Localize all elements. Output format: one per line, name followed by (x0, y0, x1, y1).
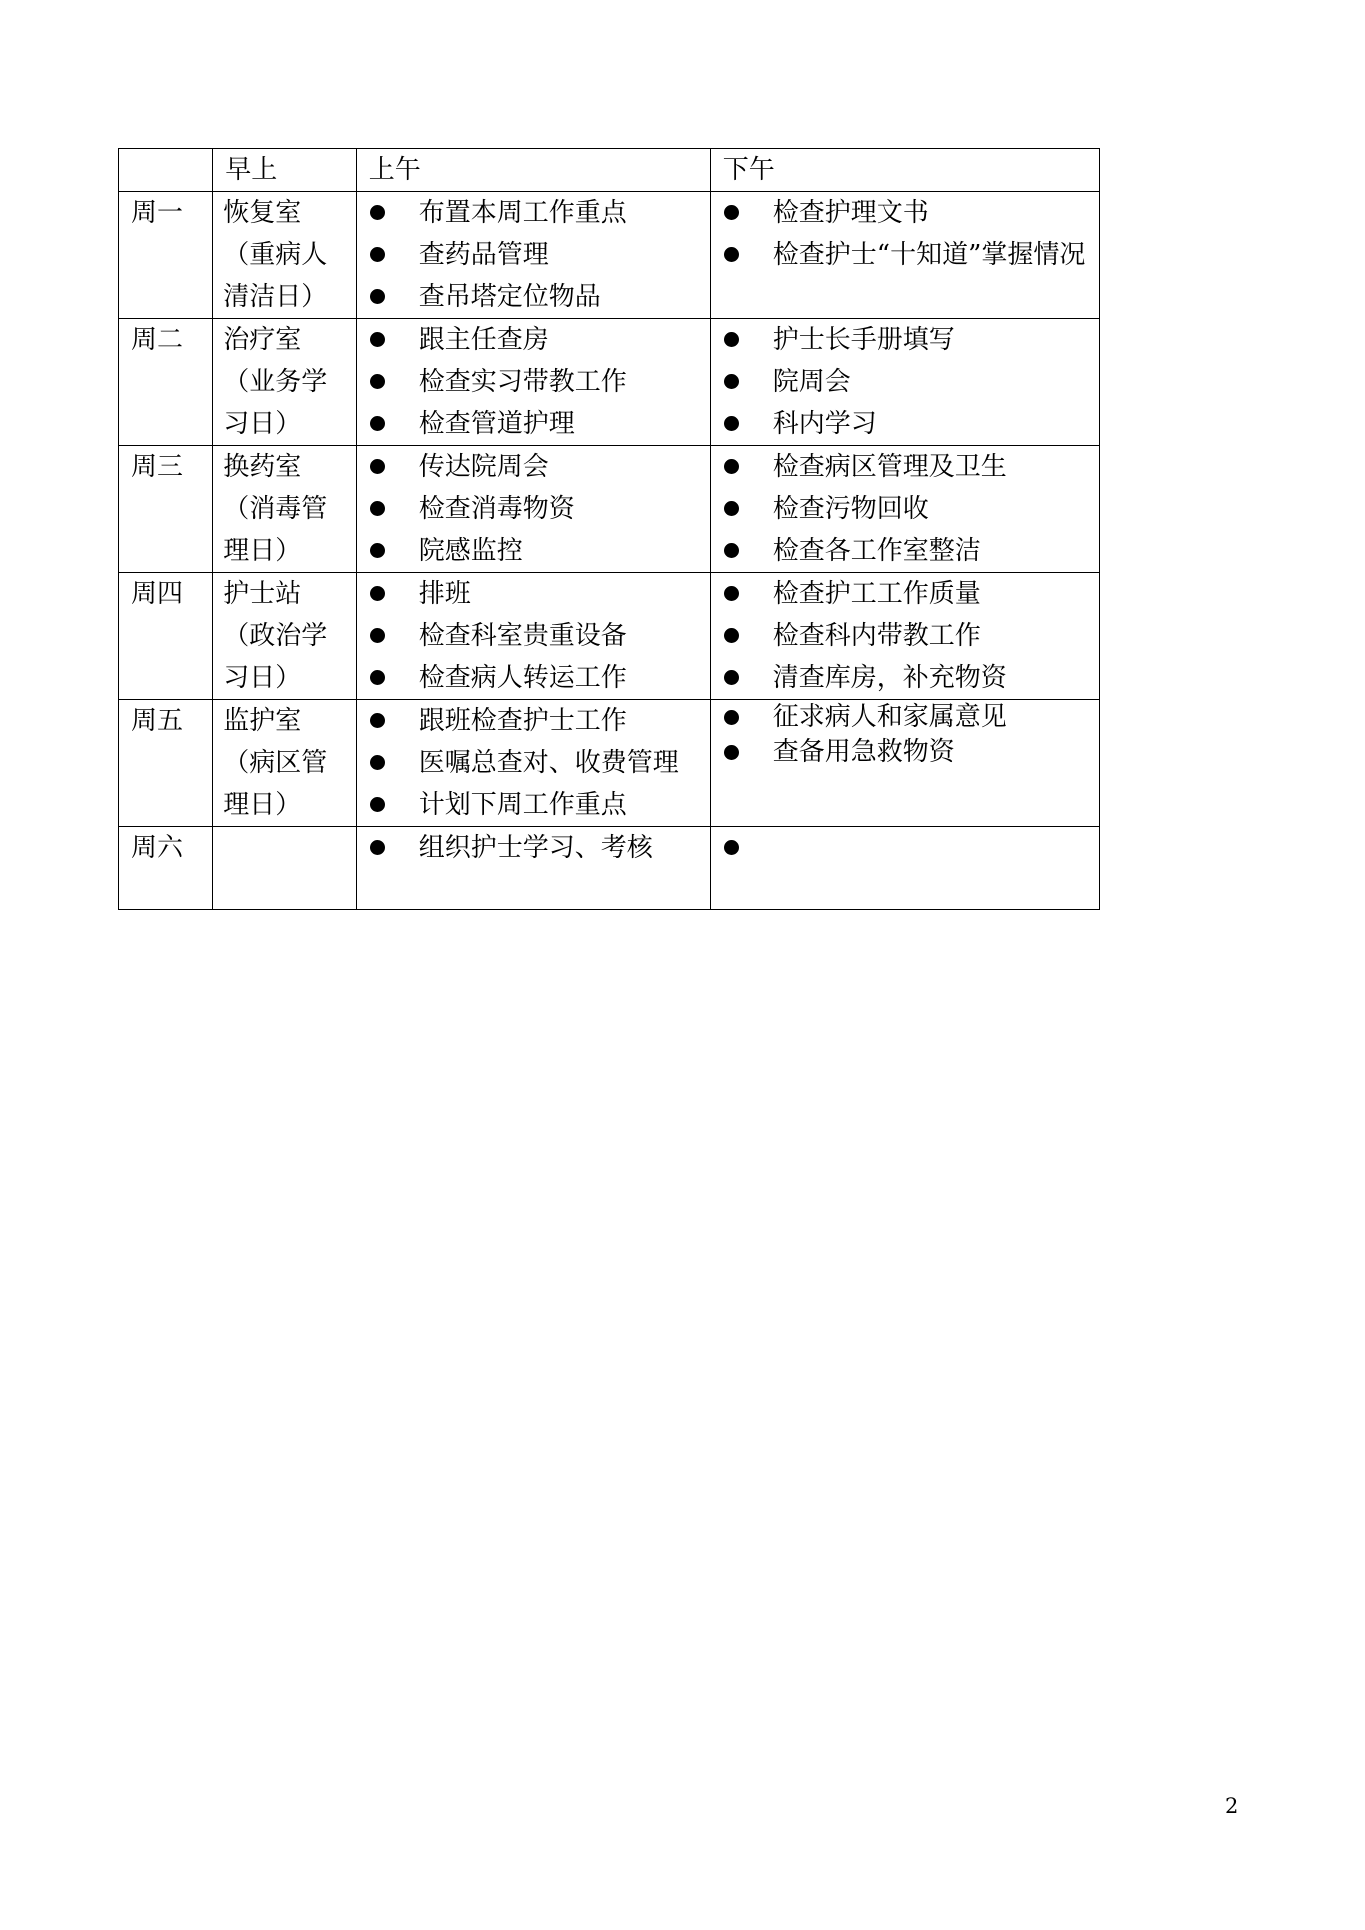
bullet-icon (370, 332, 385, 347)
task-text: 检查各工作室整洁 (772, 536, 981, 566)
bullet-icon (724, 247, 739, 262)
day-cell: 周三 (119, 446, 213, 573)
morning-cell (213, 446, 356, 573)
morning-line: 治疗室 (223, 325, 302, 355)
am-task-list (357, 319, 710, 445)
morning-line: 护士站 (223, 579, 302, 609)
morning-cell (213, 319, 356, 446)
task-text: 征求病人和家属意见 (772, 702, 1007, 732)
bullet-icon (370, 416, 385, 431)
pm-task-list (711, 700, 1099, 770)
bullet-icon (724, 459, 739, 474)
table-row (119, 827, 1100, 910)
am-cell (356, 446, 710, 573)
am-task-list (357, 700, 710, 826)
morning-line: （重病人 (223, 240, 328, 270)
list-item (711, 234, 1099, 276)
list-item (711, 319, 1099, 361)
bullet-icon (370, 543, 385, 558)
task-text: 检查污物回收 (772, 494, 929, 524)
list-item (711, 446, 1099, 488)
bullet-icon (724, 416, 739, 431)
bullet-icon (724, 501, 739, 516)
bullet-icon (724, 374, 739, 389)
bullet-icon (370, 459, 385, 474)
pm-cell (710, 192, 1099, 319)
bullet-icon (724, 670, 739, 685)
bullet-icon (724, 745, 739, 760)
table-row (119, 319, 1100, 446)
day-cell: 周五 (119, 700, 213, 827)
list-item (357, 276, 710, 318)
bullet-icon (370, 670, 385, 685)
list-item (357, 319, 710, 361)
header-cell-morning: 早上 (213, 149, 356, 192)
bullet-icon (370, 501, 385, 516)
morning-line: （病区管 (223, 748, 328, 778)
bullet-icon (370, 755, 385, 770)
task-text: 检查病人转运工作 (418, 663, 627, 693)
task-text: 院周会 (772, 367, 851, 397)
day-cell: 周二 (119, 319, 213, 446)
list-item (357, 615, 710, 657)
task-text: 查药品管理 (418, 240, 549, 270)
list-item (711, 361, 1099, 403)
morning-line: （政治学 (223, 621, 328, 651)
table-row (119, 192, 1100, 319)
bullet-icon (370, 628, 385, 643)
pm-task-list (711, 573, 1099, 699)
morning-line: 换药室 (223, 452, 302, 482)
task-text: 传达院周会 (418, 452, 549, 482)
list-item (711, 657, 1099, 699)
morning-line: 监护室 (223, 706, 302, 736)
task-text: 检查护士“十知道”掌握情况 (772, 240, 1086, 270)
pm-task-list (711, 192, 1099, 276)
morning-line: 恢复室 (223, 198, 302, 228)
task-text: 检查实习带教工作 (418, 367, 627, 397)
pm-task-list (711, 446, 1099, 572)
bullet-icon (370, 840, 385, 855)
morning-cell (213, 573, 356, 700)
task-text: 查备用急救物资 (772, 737, 955, 767)
morning-line: （业务学 (223, 367, 328, 397)
task-text: 清查库房，补充物资 (772, 663, 1007, 693)
task-text: 检查管道护理 (418, 409, 575, 439)
task-text: 院感监控 (418, 536, 523, 566)
task-text: 检查病区管理及卫生 (772, 452, 1007, 482)
morning-cell (213, 827, 356, 910)
table-row (119, 446, 1100, 573)
bullet-icon (370, 586, 385, 601)
task-text: 检查科内带教工作 (772, 621, 981, 651)
morning-cell (213, 700, 356, 827)
task-text: 组织护士学习、考核 (418, 833, 653, 863)
bullet-icon (724, 710, 739, 725)
list-item (711, 700, 1099, 735)
task-text: 跟主任查房 (418, 325, 549, 355)
bullet-icon (724, 586, 739, 601)
list-item (357, 234, 710, 276)
task-text: 科内学习 (772, 409, 877, 439)
morning-line: （消毒管 (223, 494, 328, 524)
bullet-icon (724, 543, 739, 558)
list-item (357, 361, 710, 403)
bullet-icon (370, 374, 385, 389)
header-cell-day (119, 149, 213, 192)
morning-line: 清洁日） (223, 282, 328, 312)
list-item (357, 700, 710, 742)
list-item (357, 192, 710, 234)
morning-cell (213, 192, 356, 319)
day-cell: 周一 (119, 192, 213, 319)
bullet-icon (370, 797, 385, 812)
task-text: 查吊塔定位物品 (418, 282, 601, 312)
task-text: 布置本周工作重点 (418, 198, 627, 228)
pm-cell (710, 573, 1099, 700)
task-text: 检查科室贵重设备 (418, 621, 627, 651)
am-cell (356, 192, 710, 319)
morning-line: 理日） (223, 536, 302, 566)
am-task-list (357, 446, 710, 572)
list-item (357, 573, 710, 615)
morning-line: 理日） (223, 790, 302, 820)
list-item (357, 446, 710, 488)
page-number: 2 (1225, 1794, 1239, 1818)
task-text: 检查消毒物资 (418, 494, 575, 524)
pm-cell (710, 827, 1099, 910)
weekly-schedule-table (118, 148, 1100, 910)
list-item (711, 530, 1099, 572)
am-task-list (357, 192, 710, 318)
task-text: 计划下周工作重点 (418, 790, 627, 820)
bullet-icon (370, 713, 385, 728)
bullet-icon (370, 247, 385, 262)
morning-line: 习日） (223, 663, 302, 693)
task-text: 排班 (418, 579, 471, 609)
table-row (119, 700, 1100, 827)
table-row (119, 573, 1100, 700)
bullet-icon (724, 628, 739, 643)
list-item (357, 403, 710, 445)
header-cell-pm: 下午 (710, 149, 1099, 192)
list-item (357, 784, 710, 826)
am-cell (356, 700, 710, 827)
task-text: 检查护工工作质量 (772, 579, 981, 609)
bullet-icon (724, 840, 739, 855)
list-item (357, 530, 710, 572)
list-item (357, 488, 710, 530)
bullet-icon (724, 205, 739, 220)
bullet-icon (370, 205, 385, 220)
morning-line: 习日） (223, 409, 302, 439)
list-item (711, 573, 1099, 615)
task-text: 护士长手册填写 (772, 325, 955, 355)
list-item (357, 827, 710, 869)
list-item (711, 615, 1099, 657)
list-item (711, 403, 1099, 445)
day-cell: 周四 (119, 573, 213, 700)
list-item (357, 742, 710, 784)
task-text: 医嘱总查对、收费管理 (418, 748, 679, 778)
day-cell: 周六 (119, 827, 213, 910)
bullet-icon (724, 332, 739, 347)
am-task-list (357, 573, 710, 699)
list-item (711, 488, 1099, 530)
pm-task-list (711, 319, 1099, 445)
task-text: 检查护理文书 (772, 198, 929, 228)
pm-cell (710, 446, 1099, 573)
pm-cell (710, 319, 1099, 446)
list-item (711, 735, 1099, 770)
bullet-icon (370, 289, 385, 304)
list-item (357, 657, 710, 699)
list-item (711, 192, 1099, 234)
am-cell (356, 319, 710, 446)
am-cell (356, 573, 710, 700)
am-task-list (357, 827, 710, 869)
task-text: 跟班检查护士工作 (418, 706, 627, 736)
pm-cell (710, 700, 1099, 827)
header-cell-am: 上午 (356, 149, 710, 192)
am-cell (356, 827, 710, 910)
header-row (119, 149, 1100, 192)
